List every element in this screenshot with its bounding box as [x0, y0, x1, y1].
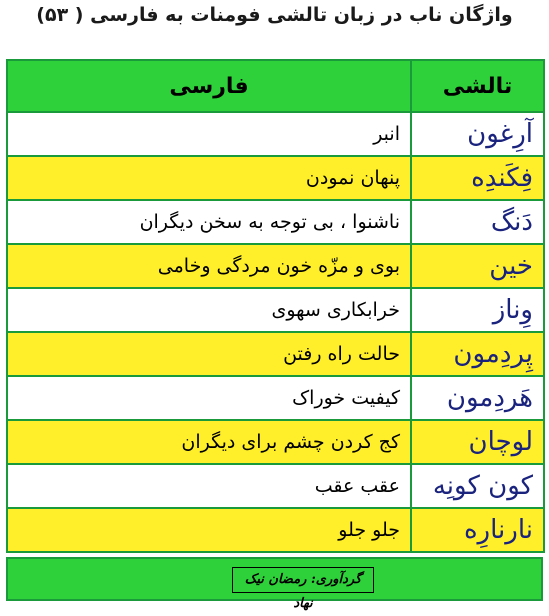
- farsi-meaning: ناشنوا ، بی توجه به سخن دیگران: [7, 200, 411, 244]
- farsi-meaning: خرابکاری سهوی: [7, 288, 411, 332]
- table-row: [7, 288, 544, 332]
- table-row: [7, 244, 544, 288]
- farsi-meaning: کج کردن چشم برای دیگران: [7, 420, 411, 464]
- header-talysh: تالشی: [411, 60, 544, 112]
- farsi-meaning: عقب عقب: [7, 464, 411, 508]
- table-row: [7, 508, 544, 552]
- farsi-meaning: انبر: [7, 112, 411, 156]
- glossary-table: [6, 59, 545, 553]
- talysh-word: دَنگ: [411, 200, 544, 244]
- talysh-word: خین: [411, 244, 544, 288]
- talysh-word: پِردِمون: [411, 332, 544, 376]
- talysh-word: نارنارِه: [411, 508, 544, 552]
- table-row: [7, 200, 544, 244]
- table-row: [7, 464, 544, 508]
- farsi-meaning: حالت راه رفتن: [7, 332, 411, 376]
- talysh-word: کون کونِه: [411, 464, 544, 508]
- table-row: [7, 112, 544, 156]
- talysh-word: هَردِمون: [411, 376, 544, 420]
- talysh-word: فِکَندِه: [411, 156, 544, 200]
- footer-bar: [6, 557, 543, 611]
- farsi-meaning: کیفیت خوراک: [7, 376, 411, 420]
- table-row: [7, 376, 544, 420]
- talysh-word: وِناز: [411, 288, 544, 332]
- page-title: واژگان ناب در زبان تالشی فومنات به فارسی ( ۵۳): [36, 4, 513, 26]
- table-row: [7, 332, 544, 376]
- table-row: [7, 156, 544, 200]
- header-farsi: فارسی: [7, 60, 411, 112]
- farsi-meaning: جلو جلو: [7, 508, 411, 552]
- author-credit: گردآوری: رمضان نیک نهاد: [232, 567, 374, 593]
- talysh-word: آرِغون: [411, 112, 544, 156]
- farsi-meaning: بوی و مزّه خون مردگی وخامی: [7, 244, 411, 288]
- farsi-meaning: پنهان نمودن: [7, 156, 411, 200]
- talysh-word: لوچان: [411, 420, 544, 464]
- table-row: [7, 420, 544, 464]
- table-header-row: [7, 60, 544, 112]
